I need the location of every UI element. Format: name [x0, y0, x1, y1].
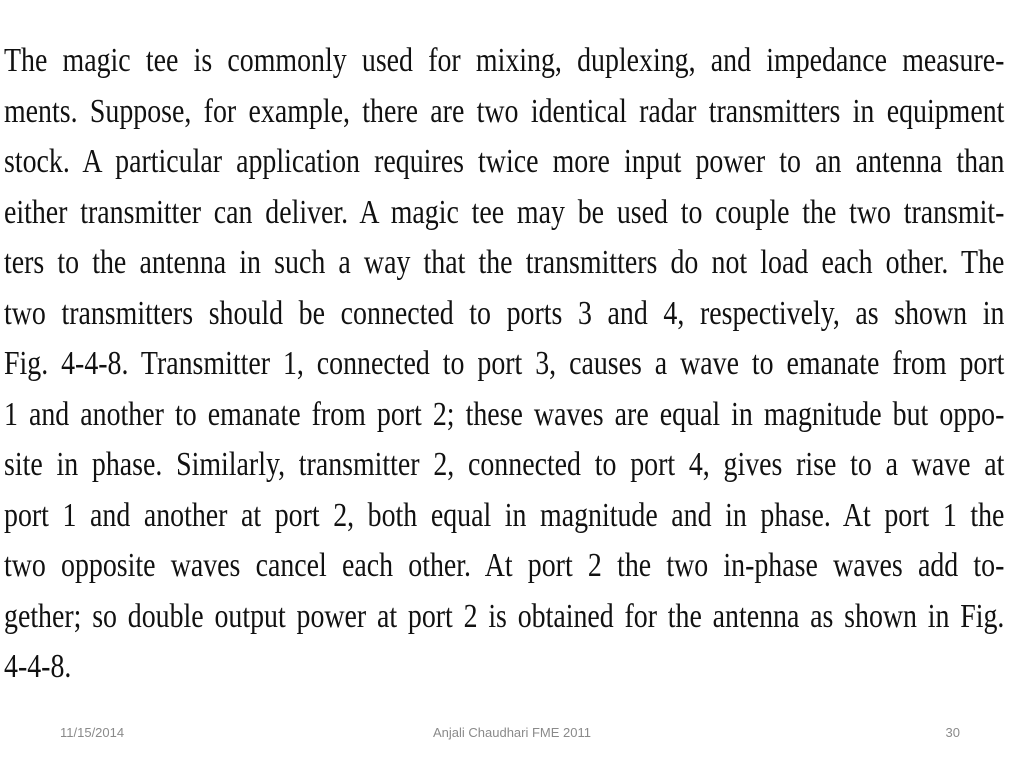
text-line: two opposite waves cancel each other. At port 2 the two in-phase waves add to- [4, 547, 1005, 584]
text-line: two transmitters should be connected to ports 3 and 4, respectively, as shown in [4, 294, 1005, 332]
text-line: Fig. 4-4-8. Transmitter 1, connected to port 3, causes a wave to emanate from port [4, 345, 1005, 382]
footer-date: 11/15/2014 [60, 725, 125, 740]
footer-page-number: 30 [945, 725, 960, 740]
slide-body-text [4, 36, 1004, 693]
text-line: The magic tee is commonly used for mixing, duplexing, and impedance measure- [4, 42, 1005, 79]
text-line: ments. Suppose, for example, there are two identical radar transmitters in equipment [4, 92, 1005, 130]
text-line: 1 and another to emanate from port 2; these waves are equal in magnitude but oppo- [4, 395, 1005, 433]
text-line: stock. A particular application requires twice more input power to an antenna than [4, 143, 1005, 180]
text-line: gether; so double output power at port 2 is obtained for the antenna as shown in Fig. [4, 597, 1005, 635]
text-line: ters to the antenna in such a way that the transmitters do not load each other. The [4, 244, 1005, 281]
text-line: either transmitter can deliver. A magic tee may be used to couple the two transmit- [4, 193, 1005, 231]
text-line: site in phase. Similarly, transmitter 2, connected to port 4, gives rise to a wave at [4, 446, 1005, 483]
text-line: 4-4-8. [4, 648, 72, 685]
footer-author: Anjali Chaudhari FME 2011 [432, 725, 591, 740]
text-line: port 1 and another at port 2, both equal in magnitude and in phase. At port 1 the [4, 496, 1005, 534]
